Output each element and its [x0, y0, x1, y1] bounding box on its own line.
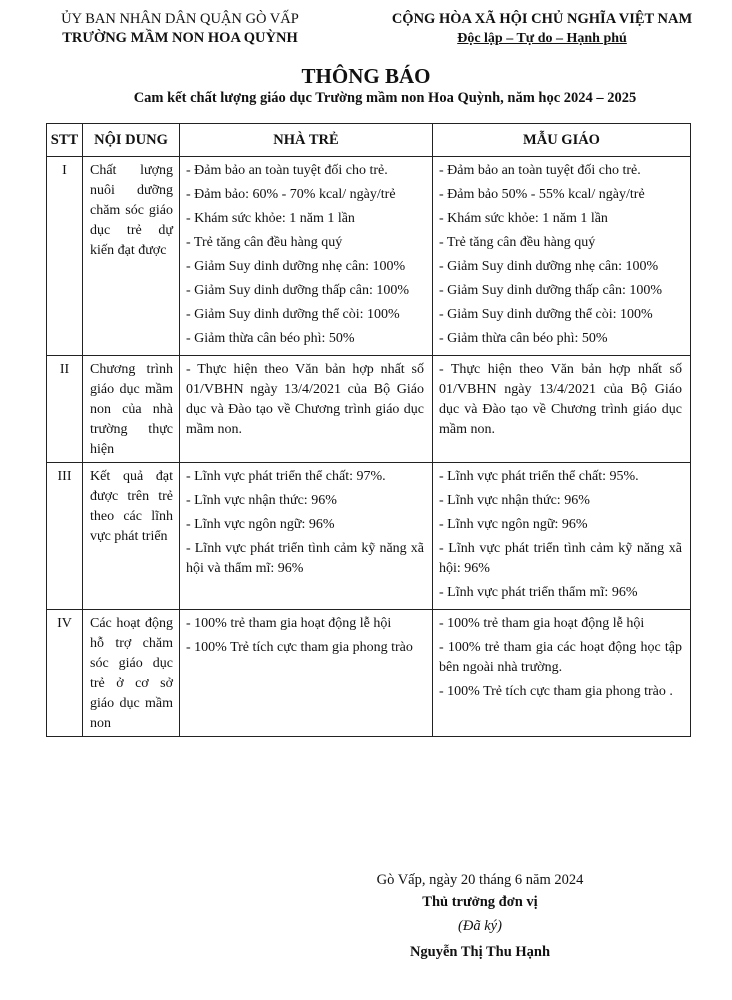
row-content: Kết quả đạt được trên trẻ theo các lĩnh vực phát triển	[83, 463, 180, 610]
issuer-block	[40, 10, 320, 48]
list-item: - Lĩnh vực phát triển thể chất: 95%.	[439, 469, 639, 484]
list-item: - Thực hiện theo Văn bản hợp nhất số 01/VBHN ngày 13/4/2021 của Bộ Giáo dục và Đào tạo về Chương trình giáo dục mầm non.	[186, 362, 424, 437]
list-item: - Đảm bảo 50% - 55% kcal/ ngày/trẻ	[439, 187, 645, 202]
list-item: - Lĩnh vực ngôn ngữ: 96%	[186, 517, 335, 532]
list-item: - Khám sức khỏe: 1 năm 1 lần	[439, 211, 608, 226]
signature-role: Thủ trưởng đơn vị	[422, 894, 538, 910]
list-item: - Lĩnh vực nhận thức: 96%	[186, 493, 337, 508]
list-item: - Thực hiện theo Văn bản hợp nhất số 01/VBHN ngày 13/4/2021 của Bộ Giáo dục và Đào tạo về Chương trình giáo dục mầm non.	[439, 362, 682, 437]
national-motto-block	[352, 10, 732, 48]
mau-giao-cell	[433, 157, 691, 356]
row-content: Chất lượng nuôi dưỡng chăm sóc giáo dục trẻ dự kiến đạt được	[83, 157, 180, 356]
list-item: - 100% trẻ tham gia hoạt động lễ hội	[439, 616, 645, 631]
list-item: - Giảm Suy dinh dưỡng thấp cân: 100%	[186, 283, 410, 298]
list-item: - 100% trẻ tham gia các hoạt động học tập bên ngoài nhà trường.	[439, 640, 682, 675]
row-stt: IV	[47, 610, 83, 737]
list-item: - Khám sức khỏe: 1 năm 1 lần	[186, 211, 355, 226]
nha-tre-cell	[180, 610, 433, 737]
header-mau-giao: MẪU GIÁO	[433, 124, 691, 157]
row-stt: II	[47, 356, 83, 463]
mau-giao-cell	[433, 610, 691, 737]
list-item: - Trẻ tăng cân đều hàng quý	[439, 235, 596, 250]
list-item: - Lĩnh vực phát triển thẩm mĩ: 96%	[439, 585, 638, 600]
list-item: - Đảm bảo: 60% - 70% kcal/ ngày/trẻ	[186, 187, 396, 202]
table-header-row	[47, 124, 691, 157]
list-item: - Giảm thừa cân béo phì: 50%	[186, 331, 355, 346]
header-stt: STT	[47, 124, 83, 157]
list-item: - Trẻ tăng cân đều hàng quý	[186, 235, 343, 250]
mau-giao-cell	[433, 463, 691, 610]
list-item: - Lĩnh vực nhận thức: 96%	[439, 493, 590, 508]
national-title: CỘNG HÒA XÃ HỘI CHỦ NGHĨA VIỆT NAM	[391, 11, 693, 27]
document-subtitle: Cam kết chất lượng giáo dục Trường mầm non Hoa Quỳnh, năm học 2024 – 2025	[133, 90, 637, 106]
list-item: - Lĩnh vực phát triển tình cảm kỹ năng xã hội: 96%	[439, 541, 682, 576]
list-item: - Giảm Suy dinh dưỡng nhẹ cân: 100%	[439, 259, 659, 274]
row-content: Các hoạt động hỗ trợ chăm sóc giáo dục trẻ ở cơ sở giáo dục mầm non	[83, 610, 180, 737]
list-item: - 100% trẻ tham gia hoạt động lễ hội	[186, 616, 392, 631]
header-nha-tre: NHÀ TRẺ	[180, 124, 433, 157]
table-row	[47, 610, 691, 737]
list-item: - Lĩnh vực phát triển tình cảm kỹ năng xã hội và thẩm mĩ: 96%	[186, 541, 424, 576]
mau-giao-cell	[433, 356, 691, 463]
list-item: - Lĩnh vực ngôn ngữ: 96%	[439, 517, 588, 532]
signature-name: Nguyễn Thị Thu Hạnh	[409, 944, 551, 960]
national-motto: Độc lập – Tự do – Hạnh phú	[457, 31, 627, 46]
signature-date: Gò Vấp, ngày 20 tháng 6 năm 2024	[376, 872, 584, 888]
list-item: - Lĩnh vực phát triển thể chất: 97%.	[186, 469, 386, 484]
table-row	[47, 356, 691, 463]
row-content: Chương trình giáo dục mầm non của nhà trường thực hiện	[83, 356, 180, 463]
list-item: - Đảm bảo an toàn tuyệt đối cho trẻ.	[439, 163, 641, 178]
list-item: - Giảm Suy dinh dưỡng thấp cân: 100%	[439, 283, 663, 298]
list-item: - Giảm Suy dinh dưỡng thể còi: 100%	[186, 307, 400, 322]
table-row	[47, 463, 691, 610]
issuer-authority: ỦY BAN NHÂN DÂN QUẬN GÒ VẤP	[61, 11, 299, 27]
nha-tre-cell	[180, 463, 433, 610]
nha-tre-cell	[180, 157, 433, 356]
row-stt: III	[47, 463, 83, 610]
list-item: - 100% Trẻ tích cực tham gia phong trào	[186, 640, 413, 655]
issuer-school: TRƯỜNG MẦM NON HOA QUỲNH	[62, 30, 298, 46]
signature-status: (Đã ký)	[458, 918, 502, 934]
list-item: - Giảm Suy dinh dưỡng nhẹ cân: 100%	[186, 259, 406, 274]
commitment-table	[46, 123, 691, 737]
nha-tre-cell	[180, 356, 433, 463]
row-stt: I	[47, 157, 83, 356]
table-row	[47, 157, 691, 356]
list-item: - Giảm Suy dinh dưỡng thể còi: 100%	[439, 307, 653, 322]
list-item: - Giảm thừa cân béo phì: 50%	[439, 331, 608, 346]
header-content: NỘI DUNG	[83, 124, 180, 157]
list-item: - Đảm bảo an toàn tuyệt đối cho trẻ.	[186, 163, 388, 178]
list-item: - 100% Trẻ tích cực tham gia phong trào .	[439, 684, 673, 699]
document-title: THÔNG BÁO	[301, 64, 431, 88]
